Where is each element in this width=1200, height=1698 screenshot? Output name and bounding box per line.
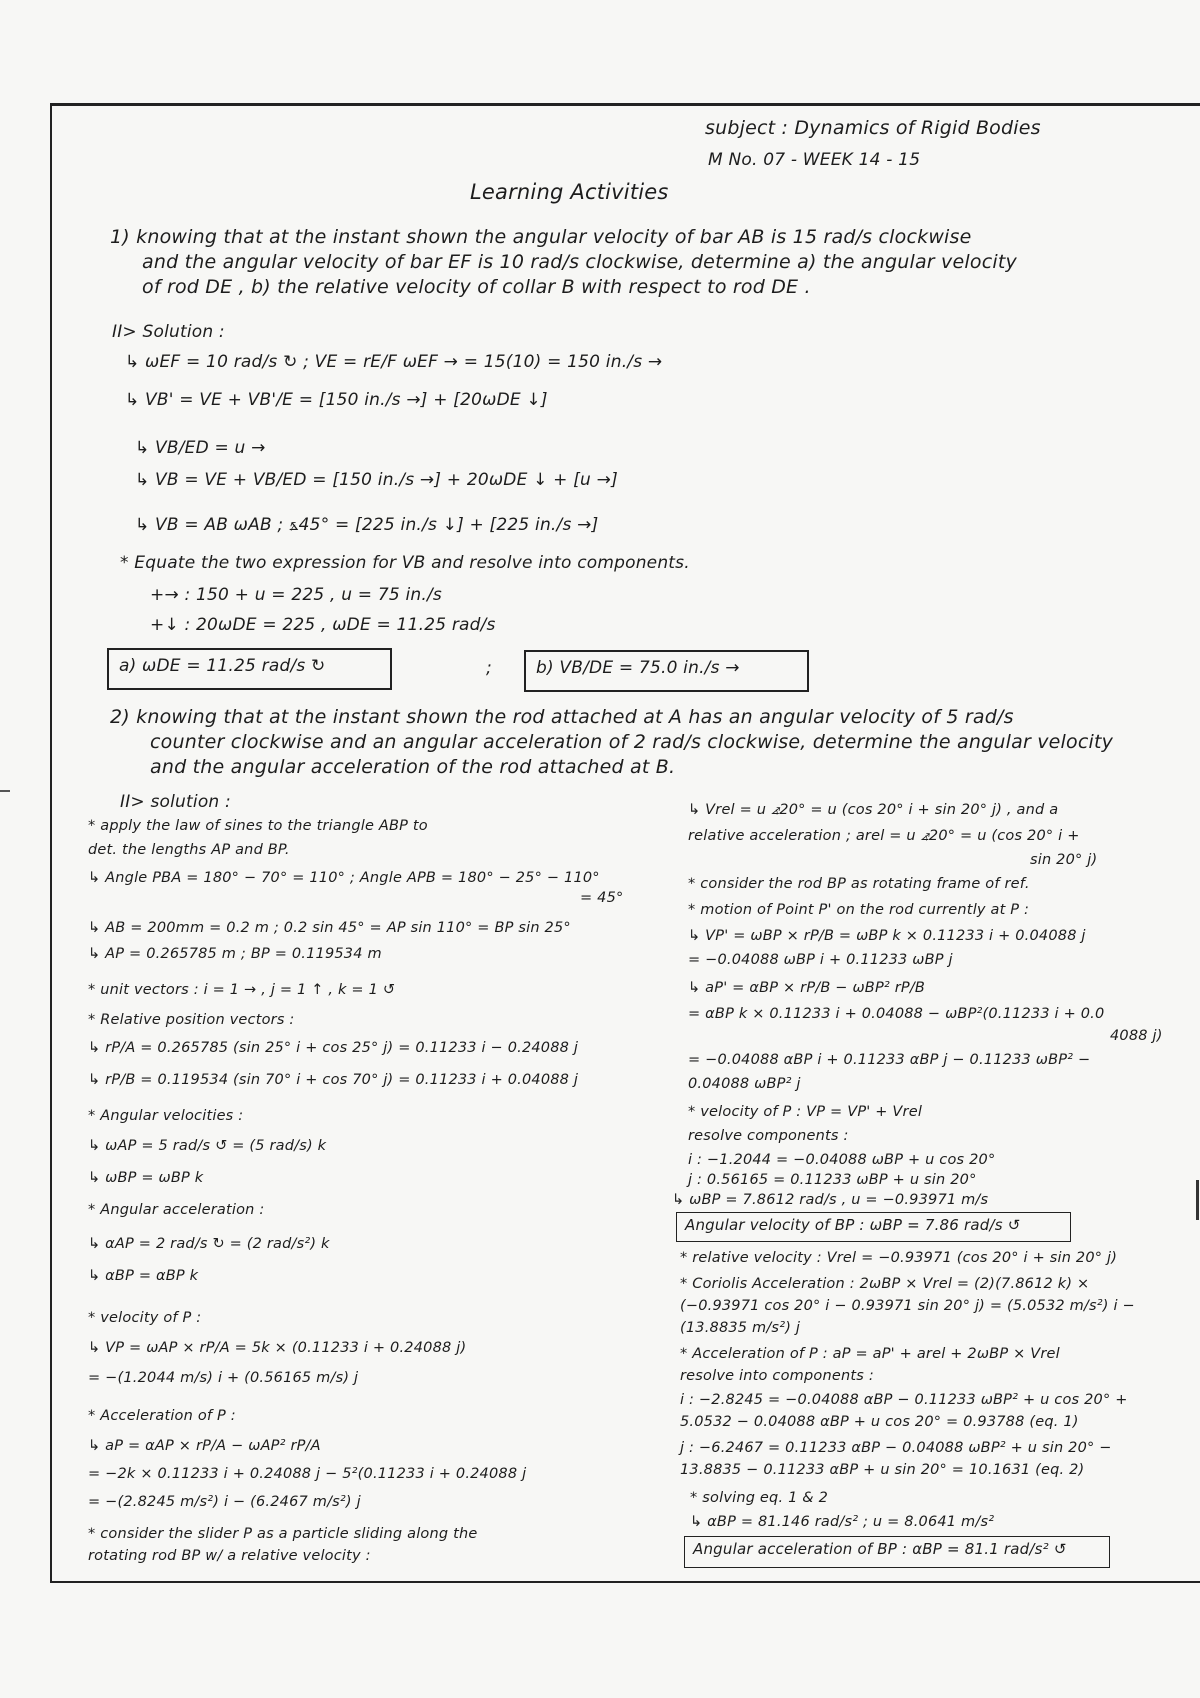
module-line: M No. 07 - WEEK 14 - 15 <box>708 150 921 170</box>
question-line: 1) knowing that at the instant shown the angular velocity of bar AB is 15 rad/s clockwise <box>110 226 972 248</box>
left-line: * consider the slider P as a particle sliding along the <box>88 1526 478 1542</box>
right-line: (−0.93971 cos 20° i − 0.93971 sin 20° j) = (5.0532 m/s²) i − <box>680 1298 1135 1314</box>
solution-line: ↳ VB = VE + VB/ED = [150 in./s →] + 20ωDE ↓ + [u →] <box>135 470 618 490</box>
left-line: ↳ rP/B = 0.119534 (sin 70° i + cos 70° j) = 0.11233 i + 0.04088 j <box>88 1072 579 1088</box>
right-line: * Acceleration of P : aP = aP' + arel + 2ωBP × Vrel <box>680 1346 1060 1362</box>
right-line: ↳ αBP = 81.146 rad/s² ; u = 8.0641 m/s² <box>690 1514 995 1530</box>
question-line: 2) knowing that at the instant shown the rod attached at A has an angular velocity of 5 rad/s <box>110 706 1014 728</box>
left-line: = −(2.8245 m/s²) i − (6.2467 m/s²) j <box>88 1494 361 1510</box>
page-edge-mark <box>0 790 10 792</box>
subject-line: subject : Dynamics of Rigid Bodies <box>705 117 1041 139</box>
solution-line: ↳ VB/ED = u → <box>135 438 266 458</box>
left-line: ↳ αAP = 2 rad/s ↻ = (2 rad/s²) k <box>88 1236 330 1252</box>
solution-line: +↓ : 20ωDE = 225 , ωDE = 11.25 rad/s <box>150 615 496 635</box>
left-line: ↳ ωAP = 5 rad/s ↺ = (5 rad/s) k <box>88 1138 327 1154</box>
right-line: 13.8835 − 0.11233 αBP + u sin 20° = 10.1631 (eq. 2) <box>680 1462 1085 1478</box>
right-line: * relative velocity : Vrel = −0.93971 (cos 20° i + sin 20° j) <box>680 1250 1118 1266</box>
right-line: i : −2.8245 = −0.04088 αBP − 0.11233 ωBP² + u cos 20° + <box>680 1392 1128 1408</box>
right-line: relative acceleration ; arel = u ⦨20° = u (cos 20° i + <box>688 828 1080 844</box>
right-line: 5.0532 − 0.04088 αBP + u cos 20° = 0.93788 (eq. 1) <box>680 1414 1079 1430</box>
left-line: * Acceleration of P : <box>88 1408 236 1424</box>
right-line: ↳ Vrel = u ⦨20° = u (cos 20° i + sin 20° j) , and a <box>688 802 1059 818</box>
left-line: * Angular velocities : <box>88 1108 244 1124</box>
solution-label: II> solution : <box>120 792 231 812</box>
left-line: * unit vectors : i = 1 → , j = 1 ↑ , k = 1 ↺ <box>88 982 396 998</box>
right-line: resolve into components : <box>680 1368 874 1384</box>
solution-line: ↳ ωEF = 10 rad/s ↻ ; VE = rE/F ωEF → = 15(10) = 150 in./s → <box>125 352 663 372</box>
left-line: ↳ VP = ωAP × rP/A = 5k × (0.11233 i + 0.24088 j) <box>88 1340 467 1356</box>
left-line: * velocity of P : <box>88 1310 202 1326</box>
right-line: 4088 j) <box>1110 1028 1163 1044</box>
right-line: i : −1.2044 = −0.04088 ωBP + u cos 20° <box>688 1152 996 1168</box>
solution-label: II> Solution : <box>112 322 225 342</box>
right-line: ↳ VP' = ωBP × rP/B = ωBP k × 0.11233 i + 0.04088 j <box>688 928 1086 944</box>
right-line: * consider the rod BP as rotating frame of ref. <box>688 876 1030 892</box>
right-line: * motion of Point P' on the rod currently at P : <box>688 902 1030 918</box>
problem-1-question <box>110 225 1180 300</box>
question-line: and the angular acceleration of the rod attached at B. <box>150 756 676 778</box>
left-line: * Relative position vectors : <box>88 1012 295 1028</box>
left-line: ↳ Angle PBA = 180° − 70° = 110° ; Angle APB = 180° − 25° − 110° <box>88 870 600 886</box>
left-line: ↳ AB = 200mm = 0.2 m ; 0.2 sin 45° = AP sin 110° = BP sin 25° <box>88 920 571 936</box>
left-line: ↳ ωBP = ωBP k <box>88 1170 204 1186</box>
solution-line: * Equate the two expression for VB and resolve into components. <box>120 553 690 573</box>
left-line: ↳ aP = αAP × rP/A − ωAP² rP/A <box>88 1438 321 1454</box>
right-line: * velocity of P : VP = VP' + Vrel <box>688 1104 923 1120</box>
answer-a-box: a) ωDE = 11.25 rad/s ↻ <box>107 648 392 690</box>
left-line: ↳ αBP = αBP k <box>88 1268 199 1284</box>
right-line: j : −6.2467 = 0.11233 αBP − 0.04088 ωBP² + u sin 20° − <box>680 1440 1112 1456</box>
problem-2-question <box>110 705 1180 780</box>
right-line: sin 20° j) <box>1030 852 1098 868</box>
left-line: = 45° <box>580 890 624 906</box>
page-title: Learning Activities <box>470 180 669 204</box>
left-line: * apply the law of sines to the triangle ABP to <box>88 818 428 834</box>
answer-b-box: b) VB/DE = 75.0 in./s → <box>524 650 809 692</box>
right-line: 0.04088 ωBP² j <box>688 1076 801 1092</box>
right-line: = −0.04088 αBP i + 0.11233 αBP j − 0.11233 ωBP² − <box>688 1052 1091 1068</box>
right-line: * solving eq. 1 & 2 <box>690 1490 829 1506</box>
right-line: = −0.04088 ωBP i + 0.11233 ωBP j <box>688 952 953 968</box>
solution-line: ↳ VB' = VE + VB'/E = [150 in./s →] + [20ωDE ↓] <box>125 390 548 410</box>
question-line: and the angular velocity of bar EF is 10 rad/s clockwise, determine a) the angular velocity <box>142 251 1017 273</box>
left-line: rotating rod BP w/ a relative velocity : <box>88 1548 371 1564</box>
answer-omega-box: Angular velocity of BP : ωBP = 7.86 rad/s ↺ <box>676 1212 1071 1242</box>
left-line: = −(1.2044 m/s) i + (0.56165 m/s) j <box>88 1370 359 1386</box>
solution-line: +→ : 150 + u = 225 , u = 75 in./s <box>150 585 442 605</box>
right-line: = αBP k × 0.11233 i + 0.04088 − ωBP²(0.11233 i + 0.0 <box>688 1006 1105 1022</box>
right-line: (13.8835 m/s²) j <box>680 1320 801 1336</box>
right-line: ↳ aP' = αBP × rP/B − ωBP² rP/B <box>688 980 926 996</box>
right-line: resolve components : <box>688 1128 849 1144</box>
right-line: ↳ ωBP = 7.8612 rad/s , u = −0.93971 m/s <box>672 1192 989 1208</box>
left-line: * Angular acceleration : <box>88 1202 265 1218</box>
question-line: of rod DE , b) the relative velocity of collar B with respect to rod DE . <box>142 276 811 298</box>
solution-line: ↳ VB = AB ωAB ; ⦩45° = [225 in./s ↓] + [225 in./s →] <box>135 515 599 535</box>
left-line: ↳ AP = 0.265785 m ; BP = 0.119534 m <box>88 946 382 962</box>
left-line: = −2k × 0.11233 i + 0.24088 j − 5²(0.11233 i + 0.24088 j <box>88 1466 527 1482</box>
right-line: * Coriolis Acceleration : 2ωBP × Vrel = (2)(7.8612 k) × <box>680 1276 1090 1292</box>
answer-separator: ; <box>486 658 492 678</box>
left-line: det. the lengths AP and BP. <box>88 842 290 858</box>
left-line: ↳ rP/A = 0.265785 (sin 25° i + cos 25° j) = 0.11233 i − 0.24088 j <box>88 1040 579 1056</box>
question-line: counter clockwise and an angular acceleration of 2 rad/s clockwise, determine the angular velocity <box>150 731 1114 753</box>
answer-alpha-box: Angular acceleration of BP : αBP = 81.1 rad/s² ↺ <box>684 1536 1110 1568</box>
right-line: j : 0.56165 = 0.11233 ωBP + u sin 20° <box>688 1172 977 1188</box>
